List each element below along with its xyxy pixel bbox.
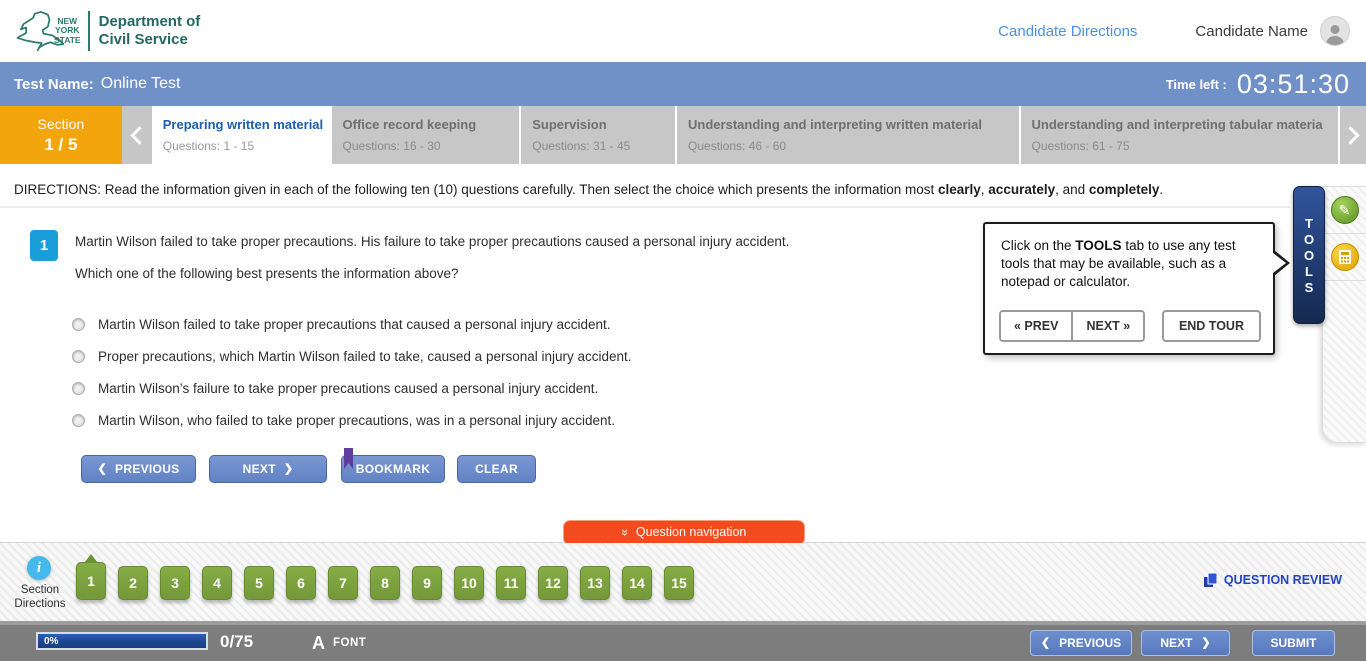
answer-option-label: Martin Wilson, who failed to take proper precautions, was in a personal injury accident. bbox=[98, 413, 616, 428]
previous-question-button[interactable] bbox=[81, 455, 196, 483]
radio-button[interactable] bbox=[72, 382, 85, 395]
footer-next-button[interactable] bbox=[1141, 630, 1230, 656]
question-button-8[interactable]: 8 bbox=[370, 566, 400, 600]
chevron-right-icon bbox=[1341, 126, 1359, 144]
chevron-left-icon: ❮ bbox=[1040, 636, 1051, 649]
notepad-tool-button[interactable] bbox=[1323, 187, 1366, 234]
tab-question-range: Questions: 1 - 15 bbox=[162, 139, 255, 153]
question-navigation-toggle[interactable] bbox=[563, 520, 805, 543]
time-left-value: 03:51:30 bbox=[1236, 68, 1350, 99]
tour-end-button[interactable]: END TOUR bbox=[1162, 310, 1261, 342]
tools-letter: O bbox=[1303, 231, 1315, 247]
chevron-right-icon: ❯ bbox=[283, 462, 294, 475]
section-directions-link-label[interactable]: Section Directions bbox=[14, 584, 66, 610]
question-navigation-label: Question navigation bbox=[635, 525, 747, 539]
test-name bbox=[14, 62, 181, 106]
tab-title: Understanding and interpreting written material bbox=[688, 117, 983, 132]
tab-understanding-written-material[interactable] bbox=[677, 106, 1018, 164]
section-indicator-value: 1 / 5 bbox=[44, 134, 78, 154]
bookmark-button-label: BOOKMARK bbox=[355, 462, 431, 476]
question-number-list bbox=[76, 562, 694, 600]
person-icon bbox=[1323, 21, 1347, 45]
tabs-scroll-left-button[interactable] bbox=[122, 106, 152, 164]
radio-button[interactable] bbox=[72, 350, 85, 363]
tab-title: Supervision bbox=[532, 117, 607, 132]
tab-understanding-tabular-material[interactable] bbox=[1021, 106, 1339, 164]
previous-button-label: PREVIOUS bbox=[115, 462, 180, 476]
tab-question-range: Questions: 16 - 30 bbox=[342, 139, 441, 153]
submit-label: SUBMIT bbox=[1270, 636, 1317, 650]
question-button-3[interactable]: 3 bbox=[160, 566, 190, 600]
tools-letter: S bbox=[1304, 279, 1314, 295]
clear-button-label: CLEAR bbox=[475, 462, 518, 476]
test-bar bbox=[0, 62, 1366, 106]
logo-department-text: Department of Civil Service bbox=[98, 13, 201, 48]
tour-tooltip bbox=[983, 222, 1275, 355]
question-button-4[interactable]: 4 bbox=[202, 566, 232, 600]
double-chevron-down-icon: » bbox=[617, 528, 633, 536]
question-button-9[interactable]: 9 bbox=[412, 566, 442, 600]
question-button-6[interactable]: 6 bbox=[286, 566, 316, 600]
tab-preparing-written-material[interactable] bbox=[152, 106, 330, 164]
logo-divider bbox=[88, 11, 90, 51]
radio-button[interactable] bbox=[72, 414, 85, 427]
answer-option-label: Martin Wilson’s failure to take proper precautions caused a personal injury accident. bbox=[98, 381, 599, 396]
notepad-icon: ✎ bbox=[1331, 196, 1359, 224]
question-button-11[interactable]: 11 bbox=[496, 566, 526, 600]
question-button-14[interactable]: 14 bbox=[622, 566, 652, 600]
progress-percent-label: 0% bbox=[44, 635, 59, 647]
footer-previous-label: PREVIOUS bbox=[1059, 636, 1122, 650]
tools-letter: T bbox=[1305, 215, 1313, 231]
tour-prev-next-group bbox=[999, 310, 1145, 342]
agency-logo bbox=[14, 9, 200, 53]
question-review-label: QUESTION REVIEW bbox=[1223, 573, 1342, 587]
header bbox=[0, 0, 1366, 62]
font-letter-icon: A bbox=[312, 632, 325, 653]
section-indicator bbox=[0, 106, 122, 164]
tab-supervision[interactable] bbox=[521, 106, 675, 164]
tour-next-button[interactable]: NEXT » bbox=[1071, 312, 1143, 340]
avatar-icon[interactable] bbox=[1320, 16, 1350, 46]
tab-question-range: Questions: 31 - 45 bbox=[532, 139, 631, 153]
question-button-7[interactable]: 7 bbox=[328, 566, 358, 600]
question-number-badge: 1 bbox=[30, 230, 58, 261]
question-button-5[interactable]: 5 bbox=[244, 566, 274, 600]
test-name-value: Online Test bbox=[100, 75, 181, 92]
chevron-left-icon: ❮ bbox=[97, 462, 108, 475]
tour-tooltip-text: Click on the TOOLS tab to use any test tools that may be available, such as a notepad or calculator. bbox=[1001, 238, 1236, 290]
answer-option-a[interactable] bbox=[72, 316, 611, 333]
answer-option-c[interactable] bbox=[72, 380, 598, 397]
tab-title: Office record keeping bbox=[342, 117, 477, 132]
tooltip-arrow-icon bbox=[1273, 253, 1286, 273]
info-icon[interactable]: i bbox=[27, 556, 51, 580]
candidate-name-label: Candidate Name bbox=[1195, 22, 1308, 40]
tools-letter: O bbox=[1303, 247, 1315, 263]
submit-button[interactable] bbox=[1252, 630, 1335, 656]
section-tabstrip bbox=[0, 106, 1366, 164]
progress-bar bbox=[36, 632, 208, 650]
footer-previous-button[interactable] bbox=[1030, 630, 1132, 656]
font-control-label: FONT bbox=[333, 637, 367, 649]
question-button-10[interactable]: 10 bbox=[454, 566, 484, 600]
question-button-13[interactable]: 13 bbox=[580, 566, 610, 600]
next-question-button[interactable] bbox=[209, 455, 327, 483]
tab-office-record-keeping[interactable] bbox=[332, 106, 520, 164]
question-review-icon bbox=[1202, 572, 1218, 588]
logo-state-text: NEW YORK STATE bbox=[54, 15, 81, 45]
font-size-control[interactable] bbox=[312, 625, 366, 661]
header-right bbox=[998, 0, 1350, 62]
tools-tab[interactable] bbox=[1293, 186, 1325, 324]
question-prompt: Which one of the following best presents the information above? bbox=[75, 266, 459, 281]
footer-next-label: NEXT bbox=[1160, 636, 1193, 650]
bookmark-button[interactable] bbox=[341, 455, 445, 483]
question-button-1[interactable]: 1 bbox=[76, 562, 106, 600]
content-divider bbox=[0, 206, 1290, 208]
tools-letter: L bbox=[1305, 263, 1313, 279]
answer-option-label: Martin Wilson failed to take proper precautions that caused a personal injury accident. bbox=[98, 317, 611, 332]
tour-prev-button[interactable]: « PREV bbox=[1001, 312, 1071, 340]
radio-button[interactable] bbox=[72, 318, 85, 331]
timer bbox=[1166, 62, 1350, 106]
tools-panel bbox=[1322, 186, 1366, 443]
calculator-icon bbox=[1331, 243, 1359, 271]
time-left-label: Time left : bbox=[1165, 76, 1227, 92]
clear-button[interactable] bbox=[457, 455, 536, 483]
footer-bar bbox=[0, 621, 1366, 661]
question-statement: Martin Wilson failed to take proper precautions. His failure to take proper precautions caused a personal injury accident. bbox=[75, 234, 790, 249]
candidate-directions-link[interactable]: Candidate Directions bbox=[998, 22, 1138, 40]
tab-title: Understanding and interpreting tabular materia bbox=[1031, 117, 1323, 132]
test-name-label: Test Name: bbox=[14, 75, 94, 93]
section-indicator-label: Section bbox=[37, 115, 85, 132]
tab-question-range: Questions: 61 - 75 bbox=[1031, 139, 1130, 153]
answer-option-label: Proper precautions, which Martin Wilson failed to take, caused a personal injury accident. bbox=[98, 349, 632, 364]
next-button-label: NEXT bbox=[242, 462, 276, 476]
question-button-12[interactable]: 12 bbox=[538, 566, 568, 600]
chevron-right-icon: ❯ bbox=[1201, 636, 1211, 649]
tab-question-range: Questions: 46 - 60 bbox=[688, 139, 787, 153]
tabs-scroll-right-button[interactable] bbox=[1340, 106, 1366, 164]
calculator-tool-button[interactable] bbox=[1323, 234, 1366, 281]
question-button-2[interactable]: 2 bbox=[118, 566, 148, 600]
answer-option-b[interactable] bbox=[72, 348, 632, 365]
answer-option-d[interactable] bbox=[72, 412, 615, 429]
section-directions-text: DIRECTIONS: Read the information given in each of the following ten (10) questions carefully. Then select the choice which presents the information most clearly, accurately, and completely. bbox=[14, 182, 1164, 197]
chevron-left-icon bbox=[130, 126, 148, 144]
answered-count-label: 0/75 bbox=[220, 632, 254, 651]
tab-title: Preparing written material bbox=[162, 117, 324, 132]
question-button-15[interactable]: 15 bbox=[664, 566, 694, 600]
question-review-button[interactable] bbox=[1202, 572, 1342, 588]
